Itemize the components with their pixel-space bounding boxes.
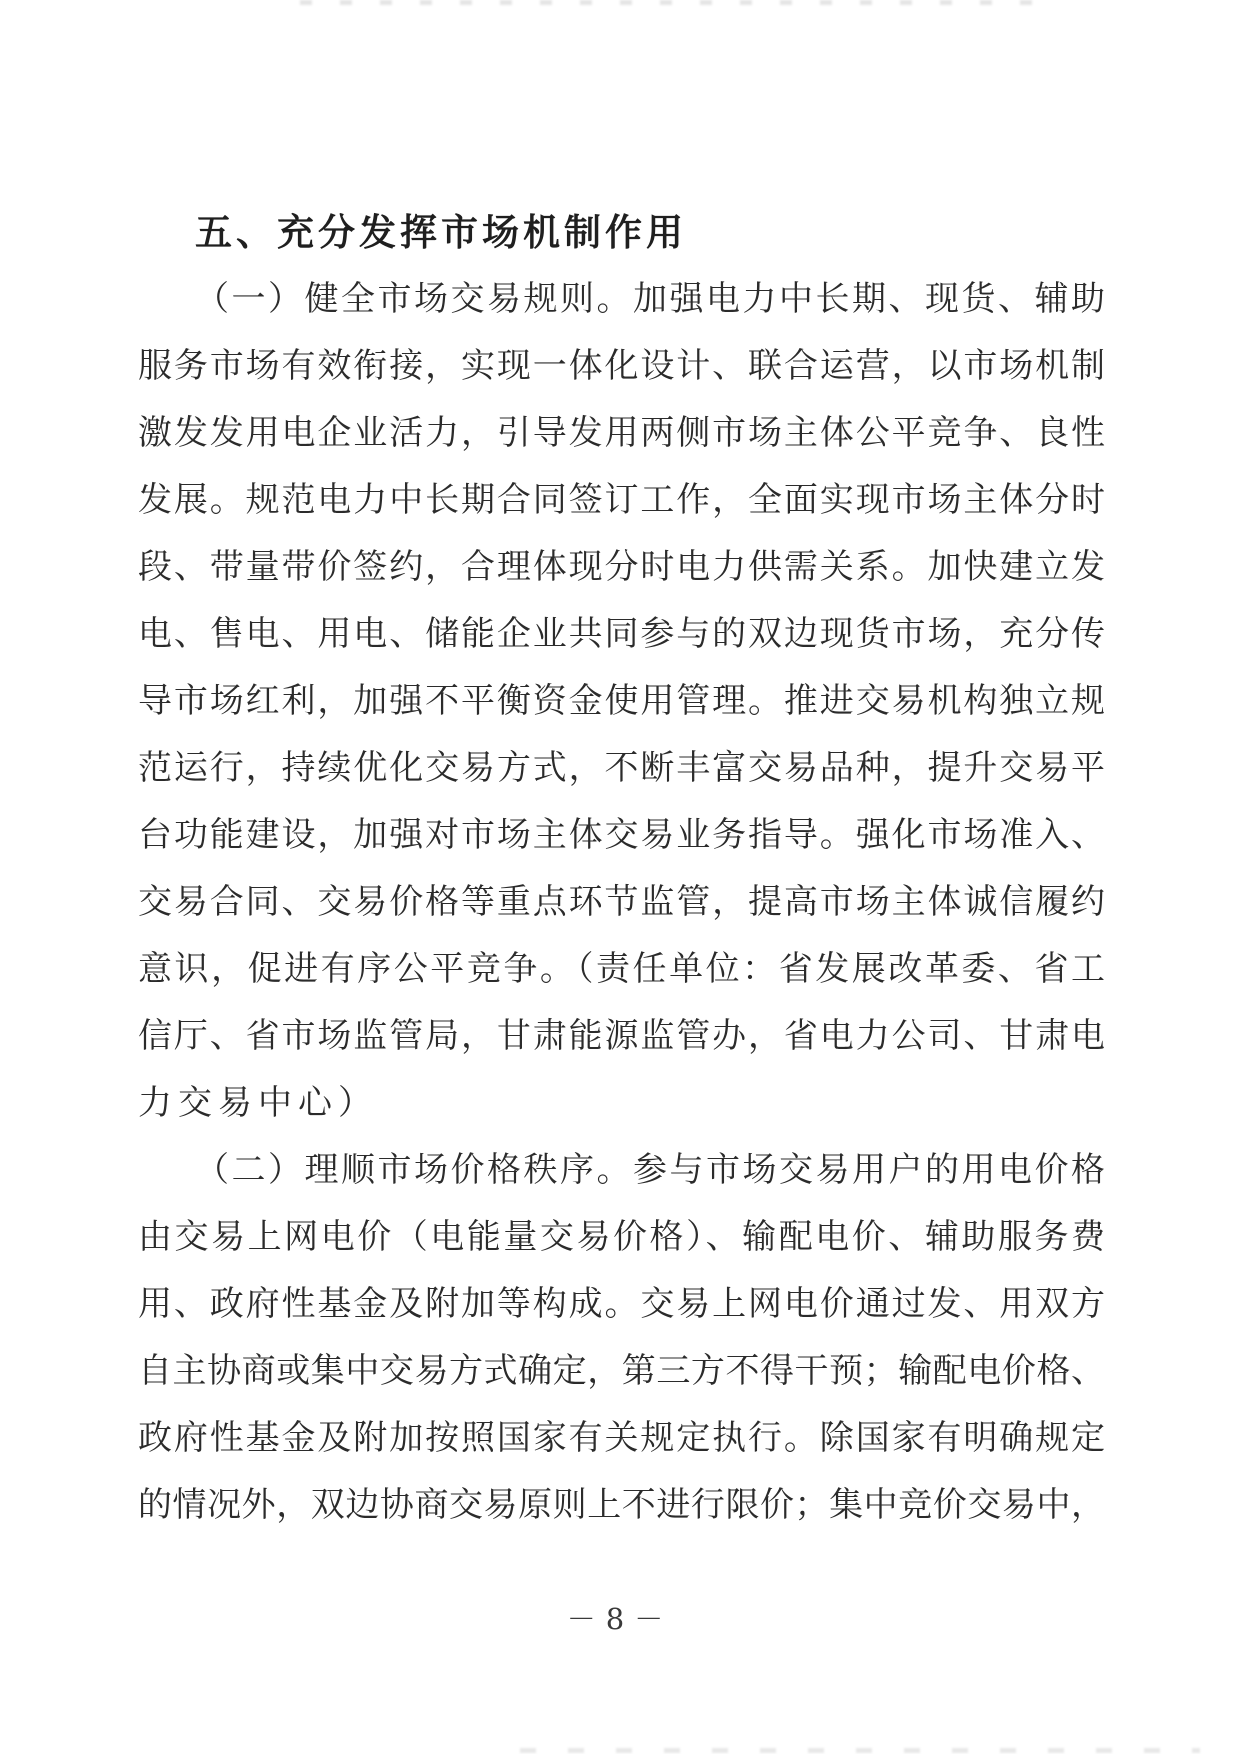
paragraph-line: 的情况外，双边协商交易原则上不进行限价；集中竞价交易中，: [138, 1485, 1105, 1525]
document-body: [138, 198, 1105, 1539]
paragraph-line: 由交易上网电价（电能量交易价格）、输配电价、辅助服务费: [138, 1217, 1105, 1257]
paragraph-line: 台功能建设，加强对市场主体交易业务指导。强化市场准入、: [138, 815, 1105, 855]
paragraph-line: 信厅、省市场监管局，甘肃能源监管办，省电力公司、甘肃电: [138, 1016, 1105, 1056]
paragraph-line: 电、售电、用电、储能企业共同参与的双边现货市场，充分传: [138, 614, 1105, 654]
paragraph-line: 段、带量带价签约，合理体现分时电力供需关系。加快建立发: [138, 547, 1105, 587]
paragraph-line: 力交易中心）: [138, 1083, 378, 1123]
paragraph-line: 激发发用电企业活力，引导发用两侧市场主体公平竞争、良性: [138, 413, 1105, 453]
scan-artifact-top: [300, 0, 1060, 5]
section-heading: 五、充分发挥市场机制作用: [195, 210, 687, 254]
paragraph-line: 交易合同、交易价格等重点环节监管，提高市场主体诚信履约: [138, 882, 1105, 922]
paragraph-line: 导市场红利，加强不平衡资金使用管理。推进交易机构独立规: [138, 681, 1105, 721]
scan-artifact-bottom: [520, 1748, 1200, 1753]
page-number: －8－: [566, 1602, 674, 1636]
paragraph-line: 政府性基金及附加按照国家有关规定执行。除国家有明确规定: [138, 1418, 1105, 1458]
paragraph-line: （一）健全市场交易规则。加强电力中长期、现货、辅助: [195, 279, 1105, 319]
paragraph-line: 发展。规范电力中长期合同签订工作，全面实现市场主体分时: [138, 480, 1105, 520]
paragraph-line: 意识，促进有序公平竞争。（责任单位：省发展改革委、省工: [138, 949, 1105, 989]
paragraph-line: 自主协商或集中交易方式确定，第三方不得干预；输配电价格、: [138, 1351, 1105, 1391]
paragraph-line: 用、政府性基金及附加等构成。交易上网电价通过发、用双方: [138, 1284, 1105, 1324]
paragraph-line: （二）理顺市场价格秩序。参与市场交易用户的用电价格: [195, 1150, 1105, 1190]
paragraph-line: 范运行，持续优化交易方式，不断丰富交易品种，提升交易平: [138, 748, 1105, 788]
paragraph-line: 服务市场有效衔接，实现一体化设计、联合运营，以市场机制: [138, 346, 1105, 386]
